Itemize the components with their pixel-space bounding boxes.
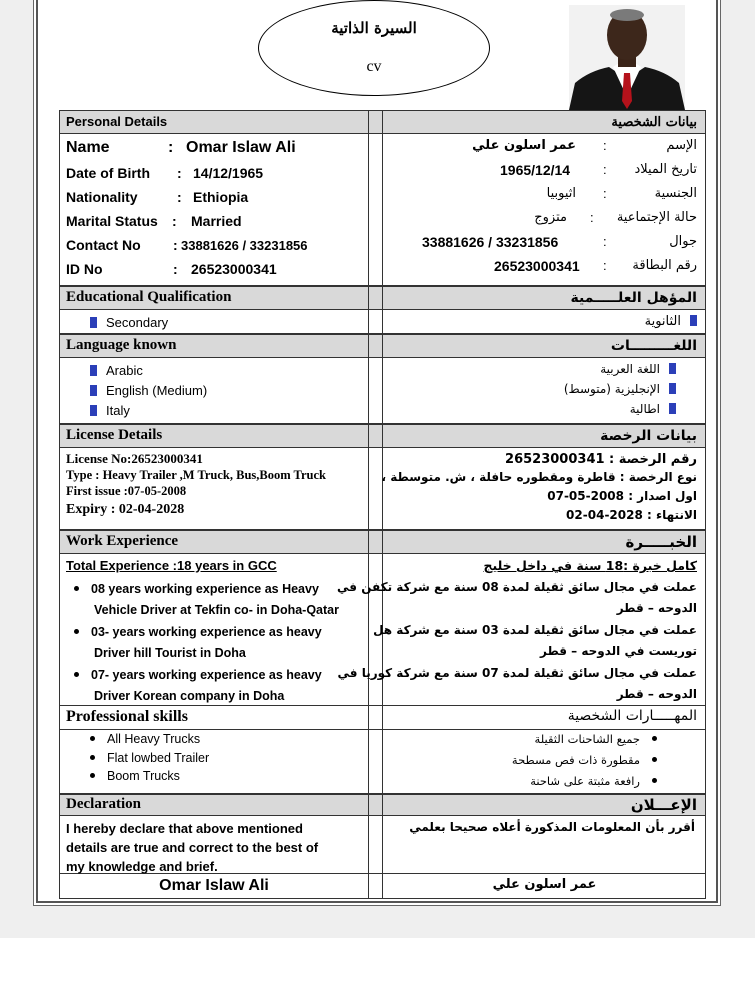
bullet-dot-icon bbox=[74, 629, 79, 634]
work-item-en: 03- years working experience as heavy Driver hill Tourist in Doha bbox=[74, 622, 322, 664]
signature-row bbox=[59, 874, 706, 899]
bullet-square-icon bbox=[90, 317, 97, 328]
license-no-en: License No:26523000341 bbox=[66, 451, 203, 466]
work-title-ar: الخبـــــرة bbox=[625, 533, 697, 551]
contact-value: 33881626 / 33231856 bbox=[181, 238, 308, 253]
skill-item-en: Boom Trucks bbox=[90, 769, 180, 783]
language-header bbox=[59, 334, 706, 358]
language-title-en: Language known bbox=[66, 337, 177, 353]
license-type-ar: نوع الرخصة : قاطرة ومقطوره حافلة ، ش. متوسطة ، bbox=[381, 470, 697, 484]
declaration-body bbox=[59, 816, 706, 874]
name-sep: : bbox=[168, 139, 174, 156]
bullet-dot-icon bbox=[652, 736, 657, 741]
education-header bbox=[59, 286, 706, 310]
license-title-en: License Details bbox=[66, 427, 163, 443]
education-body bbox=[59, 310, 706, 334]
title-ellipse bbox=[258, 0, 490, 96]
dob-value-ar: 1965/12/14 bbox=[500, 162, 571, 178]
license-type-en: Type : Heavy Trailer ,M Truck, Bus,Boom Truck bbox=[66, 468, 326, 482]
work-header bbox=[59, 530, 706, 554]
education-title-ar: المؤهل العلـــــمية bbox=[570, 290, 697, 306]
skills-title-en: Professional skills bbox=[66, 708, 188, 725]
id-label: ID No bbox=[66, 261, 103, 277]
skills-header bbox=[59, 706, 706, 730]
license-title-ar: بيانات الرخصة bbox=[600, 428, 697, 444]
bullet-square-icon bbox=[90, 385, 97, 396]
contact-label: Contact No bbox=[66, 237, 141, 253]
work-item-ar: عملت في مجال سائق ثقيلة لمدة 08 سنة مع شركة تكفن في الدوحه – قطر bbox=[337, 580, 697, 615]
license-first-issue-en: First issue :07-05-2008 bbox=[66, 484, 187, 498]
skill-item-ar: رافعة مثبتة على شاحنة bbox=[530, 774, 657, 788]
profile-photo bbox=[569, 5, 685, 110]
language-title-ar: اللغـــــــــات bbox=[610, 338, 697, 354]
bullet-dot-icon bbox=[74, 586, 79, 591]
id-value-ar: 26523000341 bbox=[494, 258, 580, 274]
language-item-en: English (Medium) bbox=[90, 383, 207, 398]
language-item-en: Italy bbox=[90, 403, 130, 418]
bullet-square-icon bbox=[669, 383, 676, 394]
name-label-ar: الإسم bbox=[666, 138, 697, 153]
declaration-text-en: I hereby declare that above mentioned details are true and correct to the best of my knowledge and brief. bbox=[66, 821, 319, 874]
section-title-en: Personal Details bbox=[66, 114, 168, 129]
id-label-ar: رقم البطاقة bbox=[632, 258, 697, 273]
section-title-ar: بيانات الشخصية bbox=[611, 115, 697, 130]
education-title-en: Educational Qualification bbox=[66, 289, 232, 305]
marital-label: Marital Status bbox=[66, 213, 158, 229]
nationality-value-ar: اثيوبيا bbox=[546, 186, 576, 201]
marital-label-ar: حالة الإجتماعية bbox=[616, 210, 697, 225]
bullet-dot-icon bbox=[652, 757, 657, 762]
dob-label-ar: تاريخ الميلاد bbox=[634, 162, 697, 177]
declaration-header bbox=[59, 794, 706, 816]
skill-item-ar: مقطورة ذات فص مسطحة bbox=[512, 753, 657, 767]
education-item-ar: الثانوية bbox=[645, 314, 697, 329]
work-body bbox=[59, 554, 706, 706]
marital-value: Married bbox=[191, 213, 242, 229]
personal-details-header bbox=[59, 110, 706, 134]
bullet-square-icon bbox=[690, 315, 697, 326]
declaration-text-ar: أقرر بأن المعلومات المذكورة أعلاه صحيحا بعلمي bbox=[409, 820, 695, 834]
license-first-issue-ar: اول اصدار : 2008-05-07 bbox=[547, 489, 697, 503]
nationality-label: Nationality bbox=[66, 189, 138, 205]
name-value: Omar Islaw Ali bbox=[186, 139, 296, 156]
name-label: Name bbox=[66, 139, 110, 156]
bullet-dot-icon bbox=[90, 773, 95, 778]
signature-name-ar: عمر اسلون علي bbox=[492, 877, 597, 892]
work-item-en: 08 years working experience as Heavy Vehicle Driver at Tekfin co- in Doha-Qatar bbox=[74, 579, 339, 621]
contact-sep: : bbox=[173, 237, 178, 253]
dob-value: 14/12/1965 bbox=[193, 165, 264, 181]
declaration-title-ar: الإعـــلان bbox=[630, 796, 697, 814]
skill-item-en: Flat lowbed Trailer bbox=[90, 751, 209, 765]
license-header bbox=[59, 424, 706, 448]
skills-title-ar: المهـــــارات الشخصية bbox=[567, 708, 697, 724]
language-item-en: Arabic bbox=[90, 363, 143, 378]
language-item-ar: اطالية bbox=[630, 402, 676, 416]
license-expiry-en: Expiry : 02-04-2028 bbox=[66, 502, 185, 517]
marital-value-ar: متزوج bbox=[534, 210, 567, 225]
bullet-dot-icon bbox=[652, 778, 657, 783]
cv-title-arabic: السيرة الذاتية bbox=[331, 19, 417, 37]
language-item-ar: الإنجليزية (متوسط) bbox=[564, 382, 676, 396]
bullet-dot-icon bbox=[90, 736, 95, 741]
skills-body bbox=[59, 730, 706, 794]
id-value: 26523000341 bbox=[191, 261, 277, 277]
personal-details-body: Name : Omar Islaw Ali Date of Birth : 14/12/1965 Nationality : Ethiopia Marital Status : Married Contact No : 33881626 / 33231856 ID No : 26523000341 الإسم : عمر اسلون علي تاريخ الميلاد : 1965/12/14 الجنسية : اثيوبيا حالة الإجتماعية : متزوج جوال : 33881626 / 33231856 رقم البطاقة : 26523000341 bbox=[59, 134, 706, 286]
work-item-ar: عملت في مجال سائق ثقيلة لمدة 03 سنة مع شركة هل توريست في الدوحه – قطر bbox=[373, 623, 697, 658]
nationality-sep: : bbox=[177, 189, 182, 205]
license-body bbox=[59, 448, 706, 530]
language-item-ar: اللغة العربية bbox=[600, 362, 676, 376]
nationality-label-ar: الجنسية bbox=[654, 186, 697, 201]
bullet-square-icon bbox=[669, 403, 676, 414]
cv-table bbox=[59, 110, 706, 899]
skill-item-ar: جميع الشاحنات الثقيلة bbox=[535, 732, 657, 746]
dob-label: Date of Birth bbox=[66, 165, 150, 181]
marital-sep: : bbox=[172, 213, 177, 229]
declaration-title-en: Declaration bbox=[66, 796, 141, 812]
bullet-dot-icon bbox=[90, 755, 95, 760]
id-sep: : bbox=[173, 261, 178, 277]
contact-value-ar: 33881626 / 33231856 bbox=[422, 234, 559, 250]
education-item-en: Secondary bbox=[90, 315, 168, 330]
work-item-ar: عملت في مجال سائق ثقيلة لمدة 07 سنة مع شركة كوريا في الدوحه – قطر bbox=[337, 666, 697, 701]
bullet-square-icon bbox=[669, 363, 676, 374]
nationality-value: Ethiopia bbox=[193, 189, 249, 205]
skill-item-en: All Heavy Trucks bbox=[90, 732, 200, 746]
cv-title-english: cv bbox=[366, 58, 382, 75]
license-no-ar: رقم الرخصة : 26523000341 bbox=[505, 452, 697, 467]
work-title-en: Work Experience bbox=[66, 533, 179, 549]
work-item-en: 07- years working experience as heavy Driver Korean company in Doha bbox=[74, 665, 322, 707]
bullet-square-icon bbox=[90, 405, 97, 416]
dob-sep: : bbox=[177, 165, 182, 181]
signature-name-en: Omar Islaw Ali bbox=[159, 877, 269, 894]
bullet-dot-icon bbox=[74, 672, 79, 677]
license-expiry-ar: الانتهاء : 2028-04-02 bbox=[566, 508, 697, 522]
language-body bbox=[59, 358, 706, 424]
bullet-square-icon bbox=[90, 365, 97, 376]
total-experience-ar: كامل خبرة :18 سنة في داخل خليج bbox=[483, 558, 697, 573]
name-value-ar: عمر اسلون علي bbox=[472, 138, 576, 153]
contact-label-ar: جوال bbox=[669, 234, 697, 249]
total-experience-en: Total Experience :18 years in GCC bbox=[66, 558, 277, 573]
